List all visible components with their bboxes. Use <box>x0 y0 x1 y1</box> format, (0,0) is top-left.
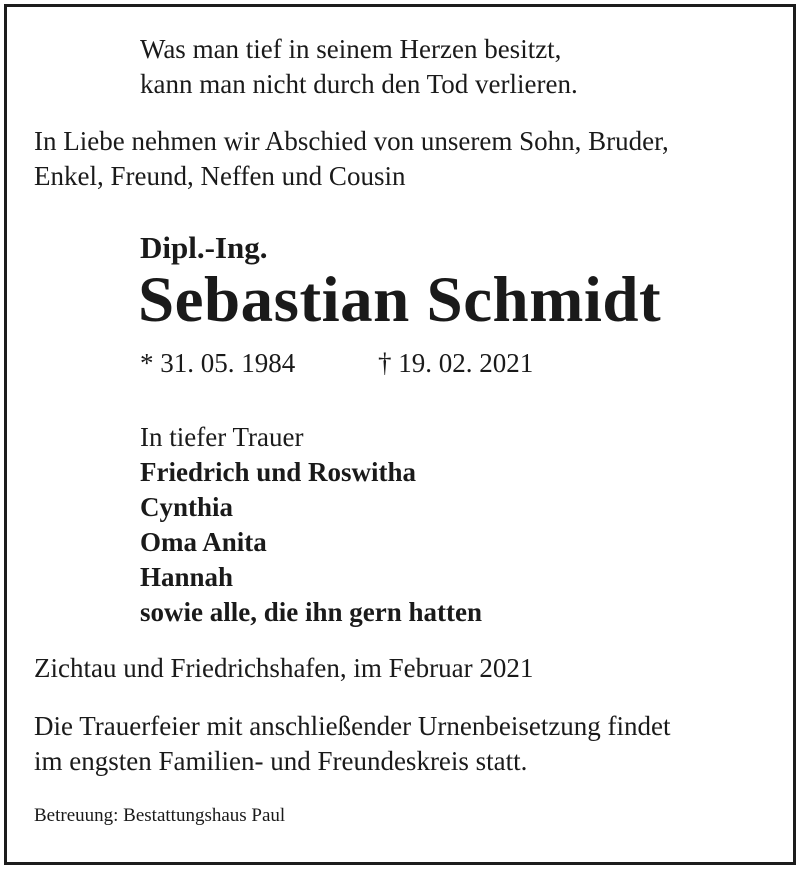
ceremony-line-2: im engsten Familien- und Freundeskreis statt. <box>34 746 528 776</box>
mourner-name: Hannah <box>140 562 234 592</box>
funeral-home-credit: Betreuung: Bestattungshaus Paul <box>34 805 286 826</box>
motto-line-1: Was man tief in seinem Herzen besitzt, <box>140 34 562 64</box>
deceased-name: Sebastian Schmidt <box>138 264 662 336</box>
motto-line-2: kann man nicht durch den Tod verlieren. <box>140 69 578 99</box>
mourning-heading: In tiefer Trauer <box>140 422 304 452</box>
academic-title: Dipl.-Ing. <box>140 230 268 265</box>
mourner-name: Cynthia <box>140 492 234 522</box>
intro-line-2: Enkel, Freund, Neffen und Cousin <box>34 161 406 191</box>
mourner-name: Friedrich und Roswitha <box>140 457 417 487</box>
ceremony-line-1: Die Trauerfeier mit anschließender Urnenbeisetzung findet <box>34 711 671 741</box>
mourner-name: sowie alle, die ihn gern hatten <box>140 597 482 627</box>
place-and-date: Zichtau und Friedrichshafen, im Februar 2021 <box>34 653 534 683</box>
birth-date: * 31. 05. 1984 <box>140 348 296 378</box>
mourner-name: Oma Anita <box>140 527 267 557</box>
intro-line-1: In Liebe nehmen wir Abschied von unserem Sohn, Bruder, <box>34 126 669 156</box>
death-date: † 19. 02. 2021 <box>378 348 534 378</box>
